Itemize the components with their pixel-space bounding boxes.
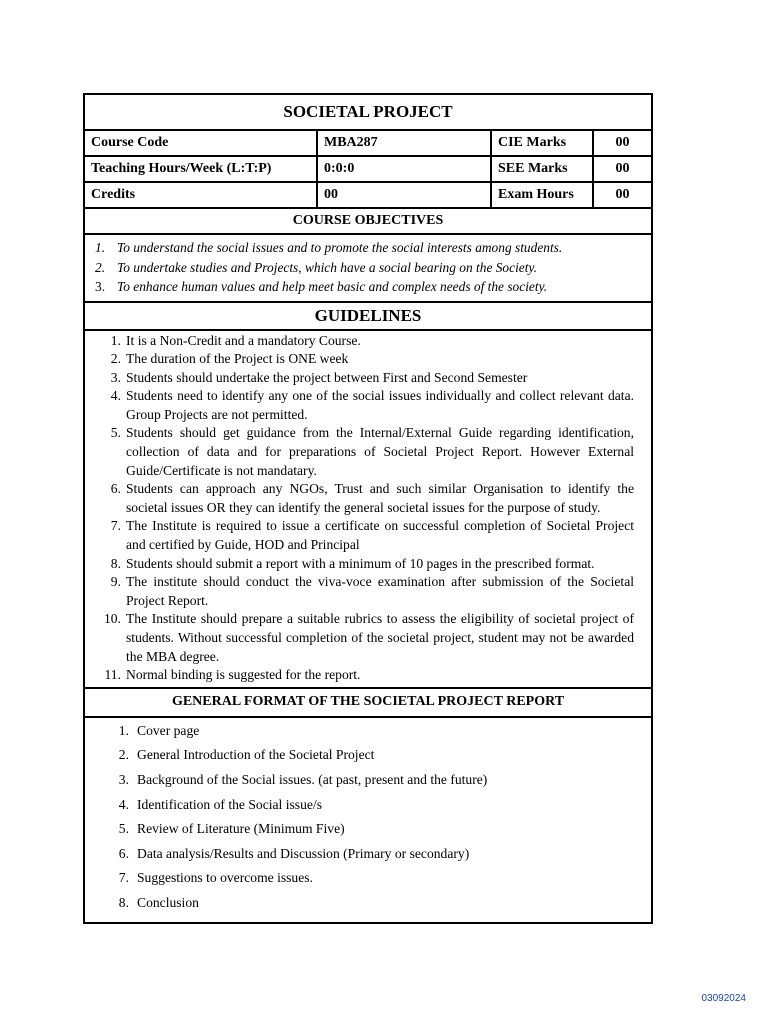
- guideline-item: [99, 480, 634, 517]
- format-text: Background of the Social issues. (at past, present and the future): [137, 771, 488, 787]
- format-item: [107, 719, 641, 744]
- format-number: 5.: [118, 821, 129, 837]
- guideline-item: [99, 424, 634, 480]
- objective-number: 1.: [95, 240, 106, 255]
- objectives-list: [95, 238, 641, 297]
- guideline-item: [99, 573, 634, 610]
- guideline-item: [99, 387, 634, 424]
- credits-label: Credits: [84, 182, 317, 208]
- exam-hours-label: Exam Hours: [491, 182, 593, 208]
- objective-text: To undertake studies and Projects, which have a social bearing on the Society.: [117, 259, 538, 275]
- format-text: General Introduction of the Societal Project: [137, 747, 375, 763]
- guideline-item: [99, 332, 634, 351]
- guidelines-heading: GUIDELINES: [84, 302, 652, 330]
- credits-value: 00: [317, 182, 491, 208]
- document-code: 03092024: [701, 993, 746, 1004]
- format-item: [107, 842, 641, 867]
- guideline-text: Students should get guidance from the Internal/External Guide regarding identification, collection of data and for preparations of Societal Project Report. However External Guide/Certificate is not mandatary.: [126, 425, 635, 478]
- guideline-text: Students should submit a report with a minimum of 10 pages in the prescribed format.: [126, 555, 595, 571]
- report-format-section: [84, 717, 652, 923]
- guideline-text: Students can approach any NGOs, Trust and such similar Organisation to identify the societal issues OR they can identify the general societal issues for the purpose of study.: [126, 481, 635, 515]
- format-number: 3.: [118, 771, 129, 787]
- teaching-hours-label: Teaching Hours/Week (L:T:P): [84, 156, 317, 182]
- format-text: Review of Literature (Minimum Five): [137, 821, 345, 837]
- guideline-item: [99, 555, 634, 574]
- guideline-number: 1.: [110, 332, 121, 348]
- exam-hours-value: 00: [593, 182, 652, 208]
- objective-item: [95, 238, 641, 258]
- objective-text: To enhance human values and help meet basic and complex needs of the society.: [117, 279, 548, 294]
- cie-marks-value: 00: [593, 130, 652, 156]
- objective-item: [95, 258, 641, 278]
- syllabus-document: [83, 93, 651, 924]
- format-number: 4.: [118, 796, 129, 812]
- format-number: 2.: [118, 747, 129, 763]
- guideline-number: 2.: [110, 351, 121, 367]
- format-text: Identification of the Social issue/s: [137, 796, 322, 812]
- course-code-label: Course Code: [84, 130, 317, 156]
- guideline-item: [99, 610, 634, 666]
- guideline-text: The Institute should prepare a suitable rubrics to assess the eligibility of societal project of students. Without successful completion of the societal project, student may not be awarded the MBA degree.: [126, 611, 635, 664]
- guideline-number: 5.: [110, 425, 121, 441]
- objective-text: To understand the social issues and to promote the social interests among students.: [117, 240, 563, 255]
- guideline-text: The Institute is required to issue a certificate on successful completion of Societal Project and certified by Guide, HOD and Principal: [126, 518, 635, 553]
- report-format-heading: GENERAL FORMAT OF THE SOCIETAL PROJECT REPORT: [84, 688, 652, 717]
- course-title: SOCIETAL PROJECT: [84, 94, 652, 130]
- guideline-number: 11.: [104, 667, 121, 683]
- format-text: Suggestions to overcome issues.: [137, 870, 313, 886]
- guideline-text: The duration of the Project is ONE week: [126, 351, 349, 367]
- see-marks-value: 00: [593, 156, 652, 182]
- course-code-value: MBA287: [317, 130, 491, 156]
- format-number: 1.: [118, 722, 129, 738]
- format-number: 7.: [118, 870, 129, 886]
- cie-marks-label: CIE Marks: [491, 130, 593, 156]
- guideline-number: 8.: [110, 555, 121, 571]
- objectives-heading: COURSE OBJECTIVES: [84, 208, 652, 234]
- format-item: [107, 793, 641, 818]
- guideline-number: 9.: [110, 574, 121, 590]
- guideline-text: Students need to identify any one of the social issues individually and collect relevant data. Group Projects are not permitted.: [126, 388, 635, 422]
- info-row-course-code: [84, 130, 652, 156]
- guideline-number: 7.: [110, 518, 121, 534]
- format-item: [107, 817, 641, 842]
- format-number: 6.: [118, 845, 129, 861]
- format-text: Cover page: [137, 722, 200, 738]
- guideline-number: 10.: [104, 611, 121, 627]
- guideline-text: It is a Non-Credit and a mandatory Course.: [126, 332, 361, 348]
- objective-number: 3.: [95, 279, 106, 294]
- guideline-item: [99, 517, 634, 554]
- format-number: 8.: [118, 894, 129, 910]
- guideline-number: 4.: [110, 388, 121, 404]
- guideline-item: [99, 666, 634, 685]
- format-item: [107, 891, 641, 916]
- course-table: [83, 93, 653, 924]
- format-item: [107, 866, 641, 891]
- guidelines-list: [99, 332, 634, 685]
- guideline-text: Normal binding is suggested for the report.: [126, 667, 361, 683]
- guideline-item: [99, 369, 634, 388]
- format-text: Data analysis/Results and Discussion (Primary or secondary): [137, 845, 470, 861]
- guideline-number: 6.: [110, 481, 121, 497]
- objectives-section: [84, 234, 652, 302]
- format-item: [107, 768, 641, 793]
- objective-number: 2.: [95, 259, 106, 275]
- guideline-text: Students should undertake the project between First and Second Semester: [126, 369, 528, 385]
- guideline-number: 3.: [110, 369, 121, 385]
- guideline-text: The institute should conduct the viva-voce examination after submission of the Societal Project Report.: [126, 574, 635, 608]
- info-row-credits: [84, 182, 652, 208]
- teaching-hours-value: 0:0:0: [317, 156, 491, 182]
- format-text: Conclusion: [137, 894, 199, 910]
- guideline-item: [99, 350, 634, 369]
- guidelines-section: [84, 330, 652, 688]
- objective-item: [95, 277, 641, 297]
- see-marks-label: SEE Marks: [491, 156, 593, 182]
- info-row-teaching-hours: [84, 156, 652, 182]
- report-format-list: [107, 719, 641, 916]
- format-item: [107, 743, 641, 768]
